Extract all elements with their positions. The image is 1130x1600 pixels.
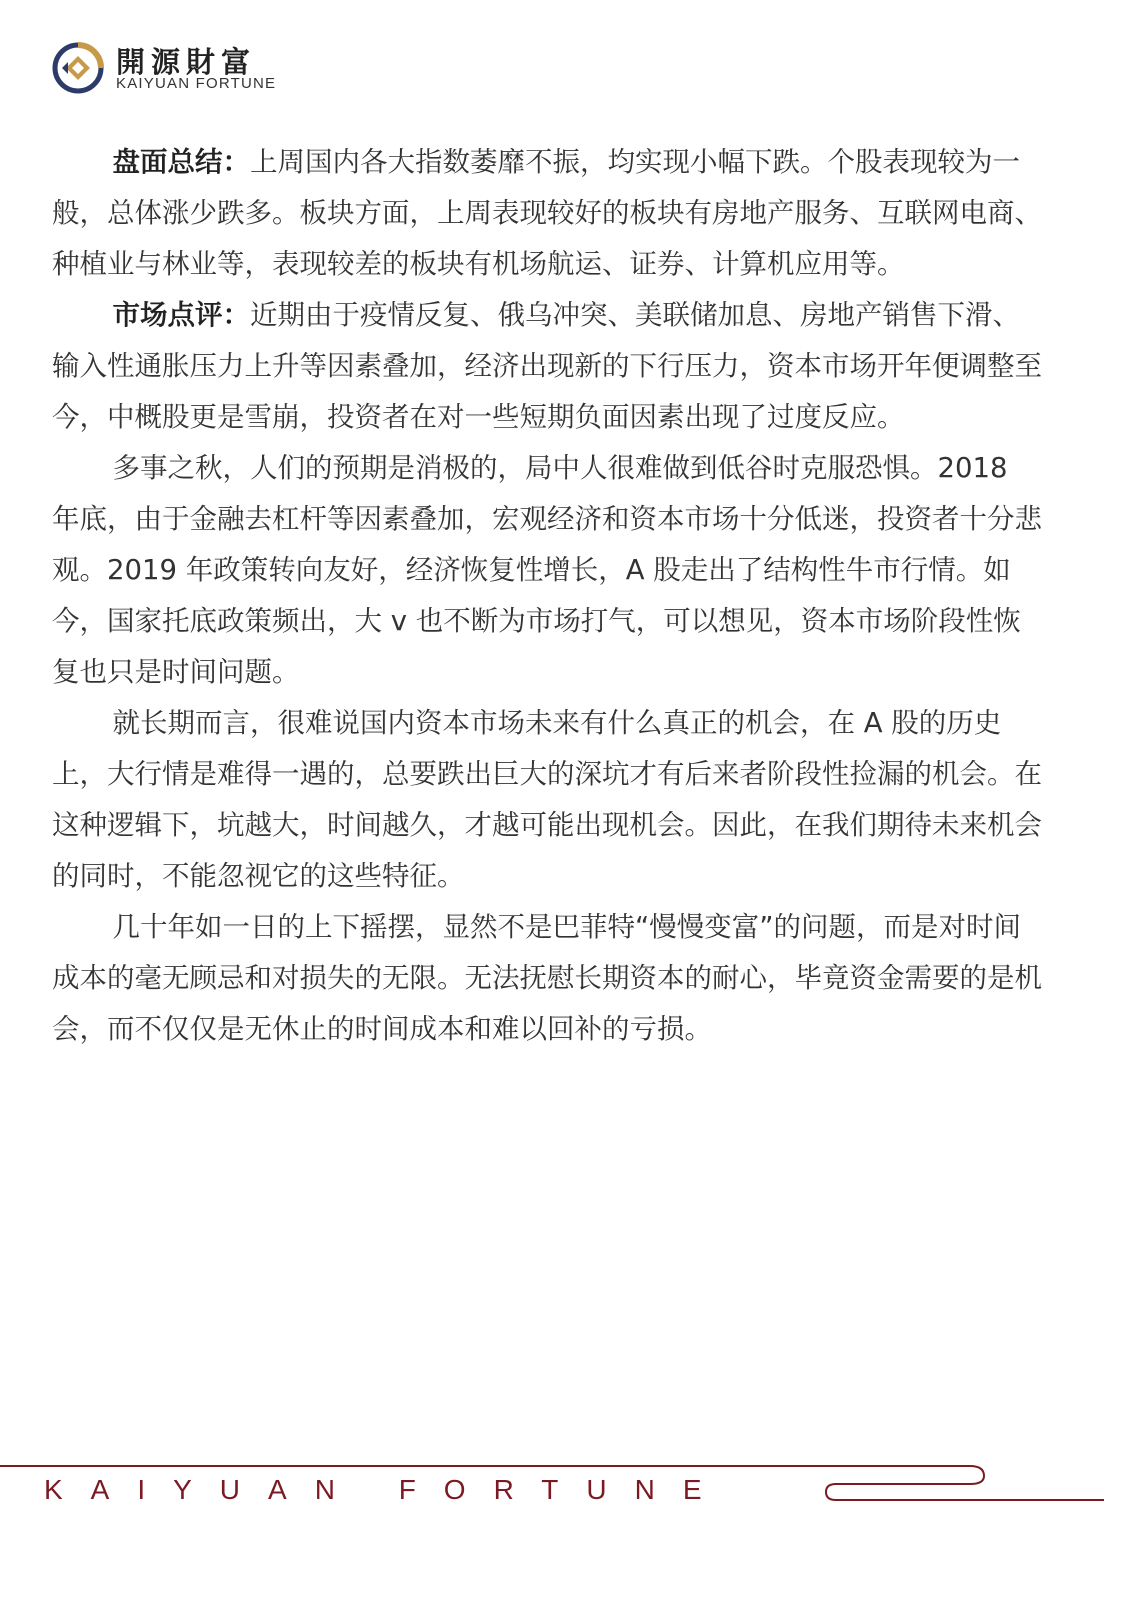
paragraph-text: 上周国内各大指数萎靡不振，均实现小幅下跌。个股表现较为一般，总体涨少跌多。板块方面，上周表现较好的板块有房地产服务、互联网电商、种植业与林业等，表现较差的板块有机场航运、证券、计算机应用等。 xyxy=(52,146,1042,280)
paragraph-text: 就长期而言，很难说国内资本市场未来有什么真正的机会，在 A 股的历史上，大行情是难得一遇的，总要跌出巨大的深坑才有后来者阶段性捡漏的机会。在这种逻辑下，坑越大，时间越久，才越可能出现机会。因此，在我们期待未来机会的同时，不能忽视它的这些特征。 xyxy=(52,707,1042,892)
logo-chinese-name: 開源財富 xyxy=(116,45,257,79)
logo-english-name: KAIYUAN FORTUNE xyxy=(116,75,277,92)
paragraph-text: 近期由于疫情反复、俄乌冲突、美联储加息、房地产销售下滑、输入性通胀压力上升等因素叠加，经济出现新的下行压力，资本市场开年便调整至今，中概股更是雪崩，投资者在对一些短期负面因素出现了过度反应。 xyxy=(52,299,1042,433)
paragraph-market-review xyxy=(52,290,1042,443)
paragraph-lead: 盘面总结： xyxy=(112,146,250,178)
paragraph-text: 多事之秋，人们的预期是消极的，局中人很难做到低谷时克服恐惧。2018 年底，由于金融去杠杆等因素叠加，宏观经济和资本市场十分低迷，投资者十分悲观。2019 年政策转向友好，经济恢复性增长，A 股走出了结构性牛市行情。如今，国家托底政策频出，大 v 也不断为市场打气，可以想见，资本市场阶段性恢复也只是时间问题。 xyxy=(52,452,1042,688)
paragraph-text: 几十年如一日的上下摇摆，显然不是巴菲特“慢慢变富”的问题，而是对时间成本的毫无顾忌和对损失的无限。无法抚慰长期资本的耐心，毕竟资金需要的是机会，而不仅仅是无休止的时间成本和难以回补的亏损。 xyxy=(52,911,1042,1045)
footer-brand-text: KAIYUAN FORTUNE xyxy=(44,1474,730,1505)
paragraph-market-summary xyxy=(52,137,1042,290)
kaiyuan-logo-icon xyxy=(52,42,104,94)
paragraph-lead: 市场点评： xyxy=(112,299,250,331)
paragraph-body xyxy=(52,698,1042,902)
paragraph-body xyxy=(52,443,1042,698)
paragraph-body xyxy=(52,902,1042,1055)
article-body xyxy=(52,137,1042,1055)
